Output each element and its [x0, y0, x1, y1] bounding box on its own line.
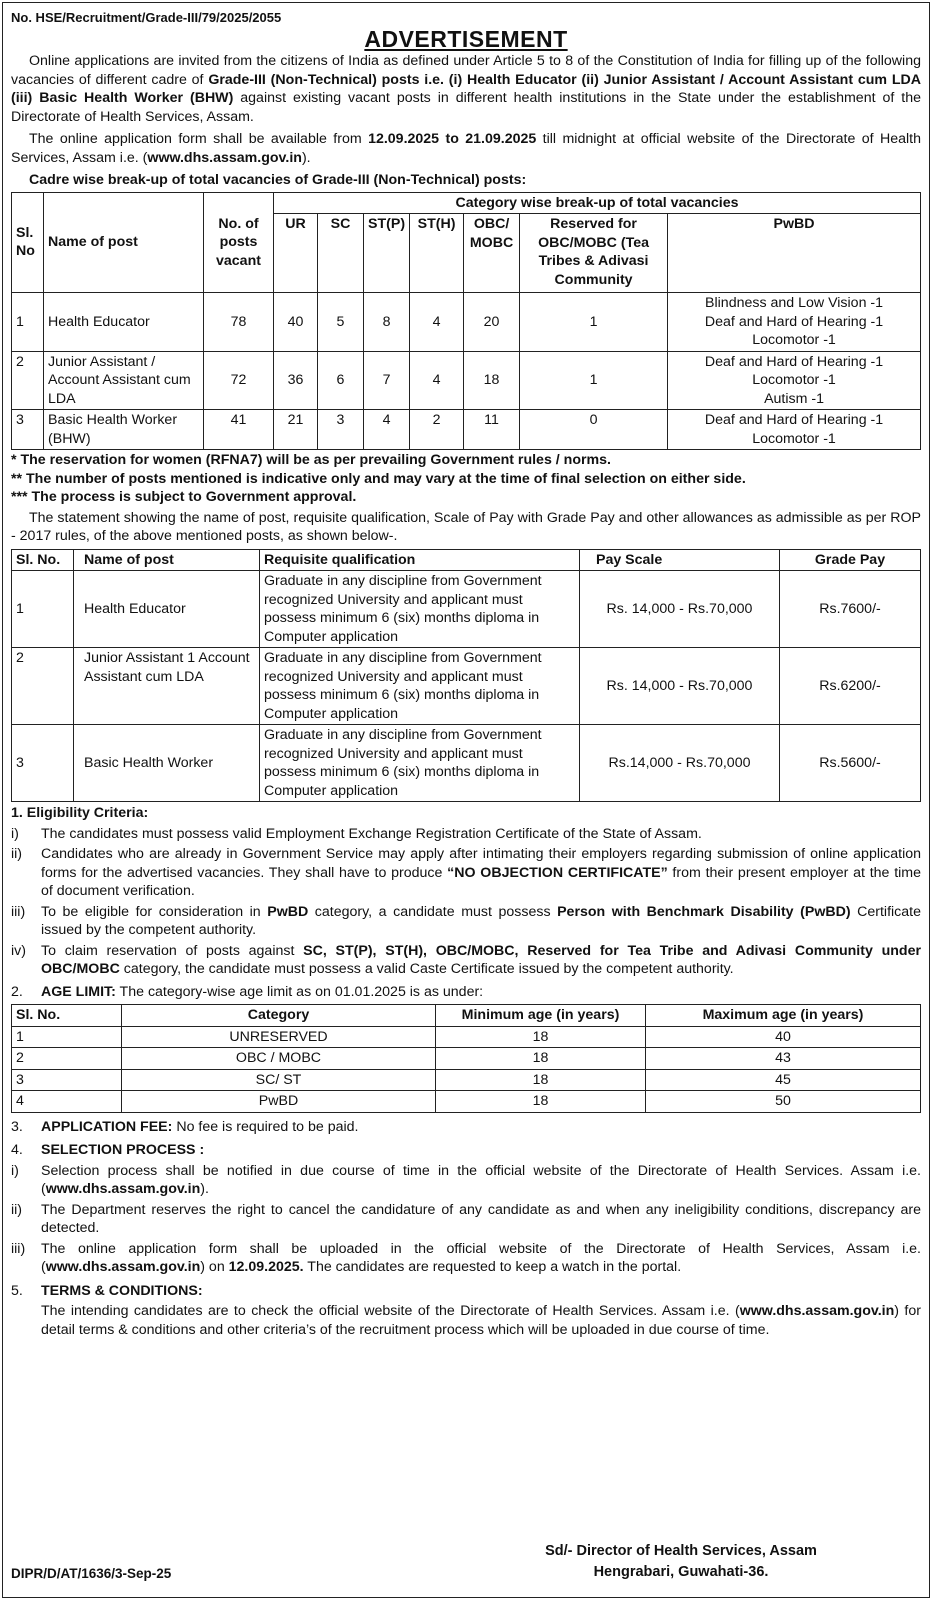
age-limit-table [11, 1004, 921, 1113]
intro-paragraph-2: The online application form shall be available from 12.09.2025 to 21.09.2025 till midnight at official website of the Directorate of Health Services, Assam i.e. (www.dhs.assam.gov.in). [11, 131, 921, 166]
table-row: 2 Junior Assistant / Account Assistant cum LDA 72 36 6 7 4 18 1 Deaf and Hard of Hearing -1 Locomotor -1 Autism -1 [12, 351, 921, 410]
eligibility-item-i: i) The candidates must possess valid Employment Exchange Registration Certificate of the State of Assam. [11, 825, 702, 842]
vacancy-header-sl: Sl. No [12, 192, 44, 293]
dipr-number: DIPR/D/AT/1636/3-Sep-25 [11, 1565, 172, 1581]
vacancy-header-ur: UR [274, 214, 318, 293]
table-row: 1 Health Educator 78 40 5 8 4 20 1 Blindness and Low Vision -1 Deaf and Hard of Hearing -1 Locomotor -1 [12, 293, 921, 352]
vacancy-group-header: Category wise break-up of total vacancies [274, 192, 921, 214]
vacancy-header-sth: ST(H) [410, 214, 464, 293]
note-government-approval: *** The process is subject to Government approval. [11, 489, 357, 505]
selection-process-heading: 4. SELECTION PROCESS : [11, 1142, 205, 1158]
website-link: www.dhs.assam.gov.in [45, 1259, 201, 1275]
vacancy-header-name: Name of post [44, 192, 204, 293]
intro-paragraph-1: Online applications are invited from the citizens of India as defined under Article 5 to 8 of the Constitution of India for filling up of the following vacancies of different cadre of Grade-III (Non-Technical) posts i.e. (i) Health Educator (ii) Junior Assistant / Account Assistant cum LDA (iii) Basic Health Worker (BHW) against existing vacant posts in different health institutions in the State under the establishment of the Directorate of Health Services, Assam. [11, 53, 922, 125]
pwbd-cell: Deaf and Hard of Hearing -1 Locomotor -1 [668, 410, 921, 450]
qual-header-grade: Grade Pay [780, 549, 921, 571]
advertisement-page [2, 2, 930, 1598]
website-link: www.dhs.assam.gov.in [45, 1181, 201, 1197]
vacancy-header-sc: SC [318, 214, 364, 293]
qualification-table [11, 549, 921, 803]
vacancy-header-posts: No. of posts vacant [204, 192, 274, 293]
notes [11, 451, 921, 507]
table-row: 2 Junior Assistant 1 Account Assistant cum LDA Graduate in any discipline from Government recognized University and applicant must possess minimum 6 (six) months diploma in Computer application Rs. 14,000 - Rs.70,000 Rs.6200/- [12, 648, 921, 725]
table-row: 1 UNRESERVED 18 40 [12, 1026, 921, 1048]
note-posts-indicative: ** The number of posts mentioned is indicative only and may vary at the time of final selection on either side. [11, 470, 746, 487]
website-link: www.dhs.assam.gov.in [147, 149, 302, 166]
terms-text: The intending candidates are to check the official website of the Directorate of Health Services. Assam i.e. (www.dhs.assam.gov.in) for detail terms & conditions and other criteria’s of the recruitment process which will be uploaded in due course of time. [41, 1303, 921, 1338]
pwbd-cell: Deaf and Hard of Hearing -1 Locomotor -1 Autism -1 [668, 351, 921, 410]
vacancy-table [11, 192, 921, 451]
note-women-reservation: * The reservation for women (RFNA7) will be as per prevailing Government rules / norms. [11, 452, 611, 468]
table-row: 2 OBC / MOBC 18 43 [12, 1048, 921, 1070]
qual-header-name: Name of post [74, 549, 260, 571]
vacancy-header-reserved: Reserved for OBC/MOBC (Tea Tribes & Adivasi Community [520, 214, 668, 293]
table-row: 4 PwBD 18 50 [12, 1091, 921, 1113]
age-header-category: Category [122, 1005, 436, 1027]
table-row: 3 Basic Health Worker Graduate in any discipline from Government recognized University and applicant must possess minimum 6 (six) months diploma in Computer application Rs.14,000 - Rs.70,000 Rs.5600/- [12, 725, 921, 802]
qual-header-pay: Pay Scale [580, 549, 780, 571]
age-header-min: Minimum age (in years) [436, 1005, 646, 1027]
signature-block: Sd/- Director of Health Services, Assam Hengrabari, Guwahati-36. [545, 1543, 817, 1580]
page-title: ADVERTISEMENT [364, 25, 568, 52]
age-header-sl: Sl. No. [12, 1005, 122, 1027]
vacancy-header-obc: OBC/ MOBC [464, 214, 520, 293]
table-row: 3 SC/ ST 18 45 [12, 1069, 921, 1091]
eligibility-item-iii: iii) To be eligible for consideration in PwBD category, a candidate must possess Person with Benchmark Disability (PwBD) Certificate issued by the competent authority. [11, 903, 921, 938]
application-fee: 3. APPLICATION FEE: No fee is required to be paid. [11, 1118, 359, 1135]
pwbd-cell: Blindness and Low Vision -1 Deaf and Hard of Hearing -1 Locomotor -1 [668, 293, 921, 352]
eligibility-heading: 1. Eligibility Criteria: [11, 805, 149, 821]
eligibility-item-iv: iv) To claim reservation of posts against SC, ST(P), ST(H), OBC/MOBC, Reserved for Tea Tribe and Adivasi Community under OBC/MOBC category, the candidate must possess a valid Caste Certificate issued by the competent authority. [11, 942, 921, 977]
website-link: www.dhs.assam.gov.in [739, 1303, 895, 1319]
qual-header-sl: Sl. No. [12, 549, 74, 571]
age-limit-heading: 2. AGE LIMIT: The category-wise age limit as on 01.01.2025 is as under: [11, 983, 484, 1000]
vacancy-heading: Cadre wise break-up of total vacancies of Grade-III (Non-Technical) posts: [29, 172, 527, 188]
reference-number: No. HSE/Recruitment/Grade-III/79/2025/2055 [11, 10, 282, 25]
statement-paragraph: The statement showing the name of post, requisite qualification, Scale of Pay with Grade Pay and other allowances as admissible as per ROP - 2017 rules, of the above mentioned posts, as shown below-. [11, 509, 921, 544]
selection-item-iii: iii) The online application form shall be uploaded in the official website of the Directorate of Health Services, Assam i.e. (www.dhs.assam.gov.in) on 12.09.2025. The candidates are requested to keep a watch in the portal. [11, 1240, 921, 1275]
eligibility-item-ii: ii) Candidates who are already in Government Service may apply after intimating their employers regarding submission of online application forms for the advertised vacancies. They shall have to produce “NO OBJECTION CERTIFICATE” from their present employer at the time of document verification. [11, 846, 921, 899]
vacancy-header-stp: ST(P) [364, 214, 410, 293]
terms-heading: 5. TERMS & CONDITIONS: [11, 1282, 203, 1299]
table-row: 1 Health Educator Graduate in any discipline from Government recognized University and applicant must possess minimum 6 (six) months diploma in Computer application Rs. 14,000 - Rs.70,000 Rs.7600/- [12, 571, 921, 648]
qual-header-qualification: Requisite qualification [260, 549, 580, 571]
vacancy-header-pwbd: PwBD [668, 214, 921, 293]
selection-item-i: i) Selection process shall be notified in due course of time in the official website of the Directorate of Health Services. Assam i.e. (www.dhs.assam.gov.in). [11, 1162, 921, 1197]
selection-item-ii: ii) The Department reserves the right to cancel the candidature of any candidate as and when any ineligibility conditions, discrepancy are detected. [11, 1201, 921, 1236]
age-header-max: Maximum age (in years) [646, 1005, 921, 1027]
table-row: 3 Basic Health Worker (BHW) 41 21 3 4 2 11 0 Deaf and Hard of Hearing -1 Locomotor -1 [12, 410, 921, 450]
